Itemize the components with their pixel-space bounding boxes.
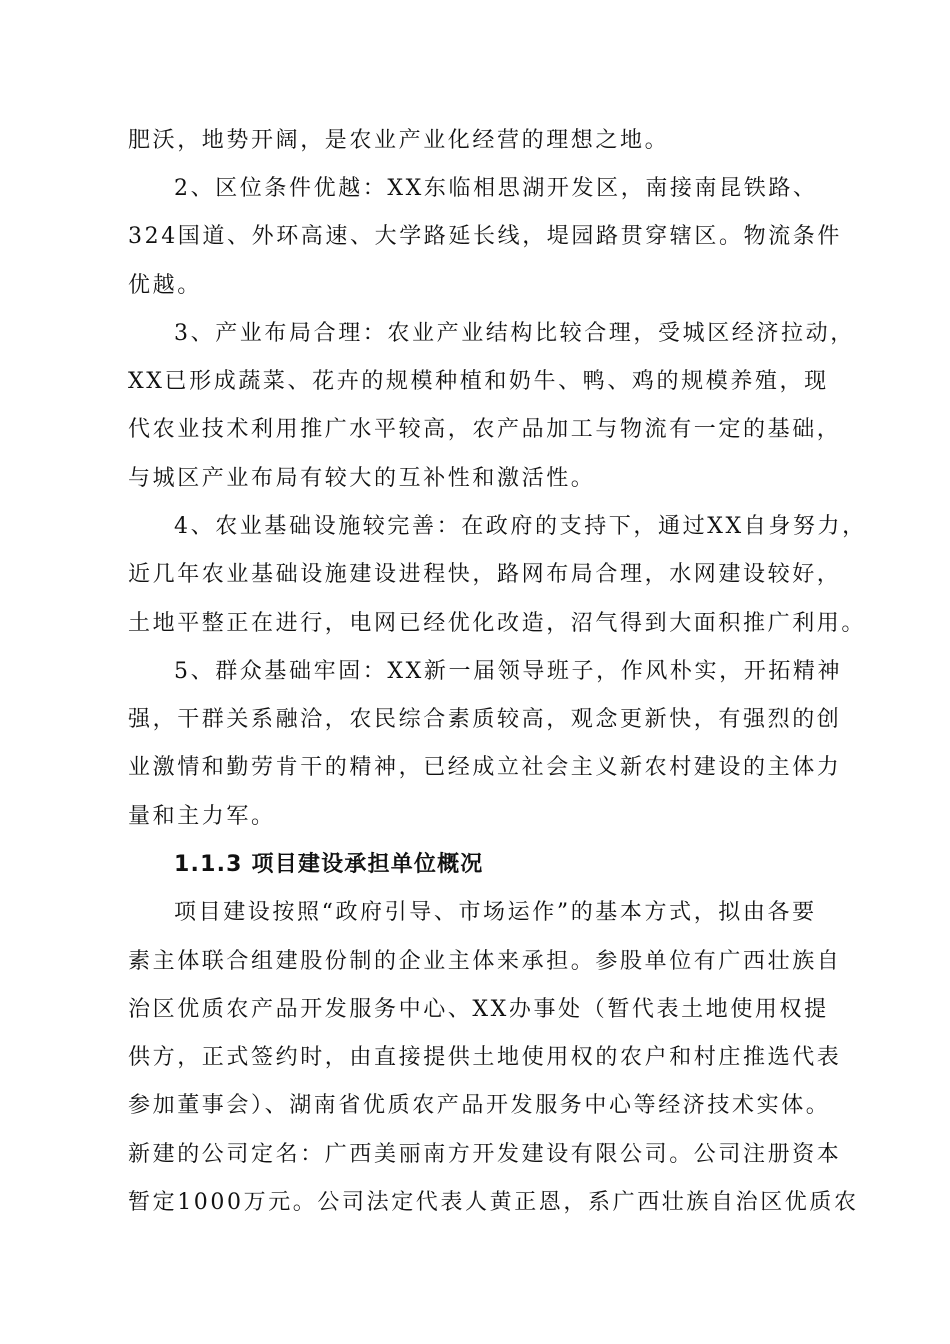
paragraph-2-line-1: 2、区位条件优越：XX东临相思湖开发区，南接南昆铁路、 <box>174 176 818 201</box>
paragraph-2-line-2: 324国道、外环高速、大学路延长线，堤园路贯穿辖区。物流条件 <box>128 224 842 249</box>
paragraph-6-line-2: 素主体联合组建股份制的企业主体来承担。参股单位有广西壮族自 <box>128 949 842 974</box>
paragraph-4-line-1: 4、农业基础设施较完善：在政府的支持下，通过XX自身努力， <box>174 514 867 539</box>
paragraph-5-line-3: 业激情和勤劳肯干的精神，已经成立社会主义新农村建设的主体力 <box>128 755 842 780</box>
paragraph-3-line-4: 与城区产业布局有较大的互补性和激活性。 <box>128 466 596 491</box>
paragraph-4-line-3: 土地平整正在进行，电网已经优化改造，沼气得到大面积推广利用。 <box>128 611 867 636</box>
section-heading: 1.1.3 项目建设承担单位概况 <box>174 852 484 877</box>
paragraph-3-line-1: 3、产业布局合理：农业产业结构比较合理，受城区经济拉动， <box>174 321 855 346</box>
paragraph-6-line-5: 参加董事会）、湖南省优质农产品开发服务中心等经济技术实体。 <box>128 1093 831 1118</box>
paragraph-1-line-1: 肥沃，地势开阔，是农业产业化经营的理想之地。 <box>128 128 670 153</box>
paragraph-6-line-3: 治区优质农产品开发服务中心、XX办事处（暂代表土地使用权提 <box>128 997 829 1022</box>
paragraph-3-line-3: 代农业技术利用推广水平较高，农产品加工与物流有一定的基础， <box>128 417 842 442</box>
paragraph-5-line-1: 5、群众基础牢固：XX新一届领导班子，作风朴实，开拓精神 <box>174 659 843 684</box>
paragraph-6-line-4: 供方，正式签约时，由直接提供土地使用权的农户和村庄推选代表 <box>128 1045 842 1070</box>
paragraph-2-line-3: 优越。 <box>128 273 202 298</box>
paragraph-6-line-7: 暂定1000万元。公司法定代表人黄正恩，系广西壮族自治区优质农 <box>128 1190 859 1215</box>
paragraph-6-line-6: 新建的公司定名：广西美丽南方开发建设有限公司。公司注册资本 <box>128 1142 842 1167</box>
paragraph-3-line-2: XX已形成蔬菜、花卉的规模种植和奶牛、鸭、鸡的规模养殖，现 <box>128 369 829 394</box>
paragraph-5-line-2: 强，干群关系融洽，农民综合素质较高，观念更新快，有强烈的创 <box>128 707 842 732</box>
paragraph-5-line-4: 量和主力军。 <box>128 804 276 829</box>
paragraph-6-line-1: 项目建设按照“政府引导、市场运作”的基本方式，拟由各要 <box>174 900 817 925</box>
paragraph-4-line-2: 近几年农业基础设施建设进程快，路网布局合理，水网建设较好， <box>128 562 842 587</box>
